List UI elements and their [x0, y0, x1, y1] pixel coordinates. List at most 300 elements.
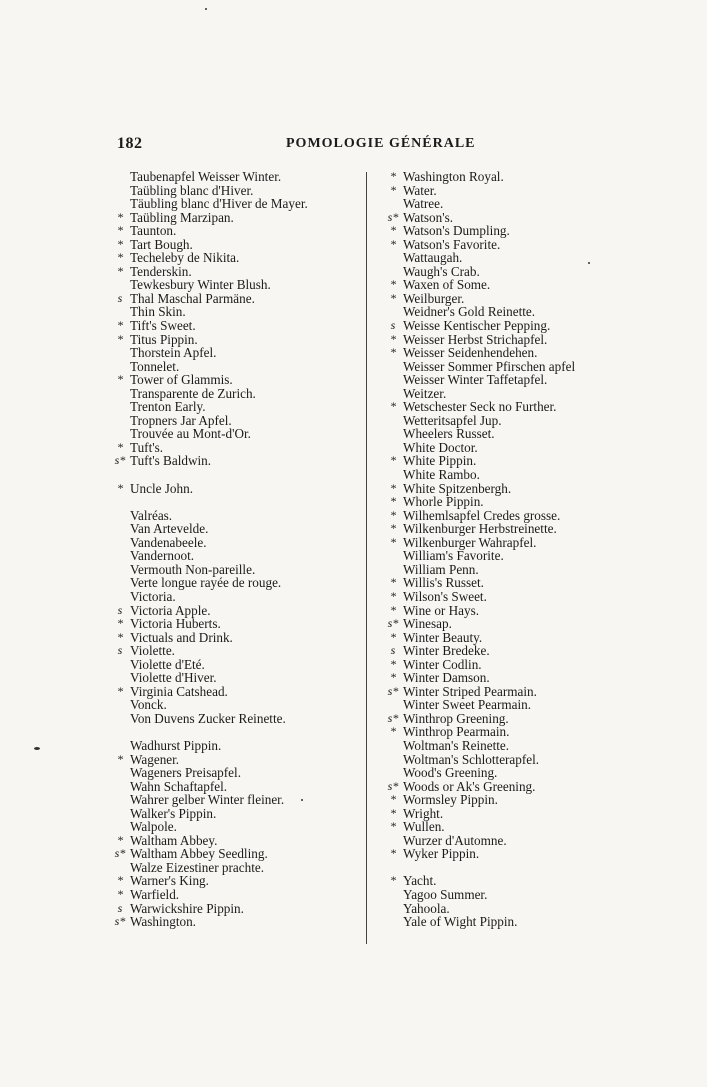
- entry-mark: [383, 563, 403, 577]
- list-item: [383, 441, 623, 455]
- list-item: [383, 265, 623, 279]
- entry-mark: [110, 536, 130, 550]
- entry-name: Taübling Marzipan.: [130, 209, 234, 225]
- list-item: [110, 522, 360, 536]
- list-item: [383, 563, 623, 577]
- list-item: [383, 712, 623, 726]
- entry-mark: [110, 671, 130, 685]
- entry-mark: [110, 509, 130, 523]
- entry-name: Walpole.: [130, 819, 177, 835]
- entry-mark: [110, 346, 130, 360]
- entry-name: Watson's Favorite.: [403, 236, 501, 252]
- entry-mark: s: [117, 602, 123, 617]
- entry-name: Wilson's Sweet.: [403, 588, 487, 604]
- entry-mark: [110, 766, 130, 780]
- list-item: [110, 292, 360, 306]
- entry-mark: [383, 549, 403, 563]
- entry-mark: *: [117, 832, 123, 847]
- entry-mark: [383, 861, 403, 875]
- entry-name: [130, 725, 360, 739]
- entry-mark: [383, 766, 403, 780]
- list-item: [110, 753, 360, 767]
- right-column: [383, 170, 623, 929]
- entry-mark: *: [390, 792, 396, 807]
- entry-name: Tart Bough.: [130, 236, 193, 252]
- list-item: [110, 251, 360, 265]
- list-item: [383, 820, 623, 834]
- entry-mark: [110, 522, 130, 536]
- entry-mark: [110, 658, 130, 672]
- entry-name: Wagener.: [130, 751, 180, 767]
- list-item: [110, 902, 360, 916]
- entry-mark: [110, 184, 130, 198]
- entry-name: Wahn Schaftapfel.: [130, 778, 228, 794]
- list-item: [110, 319, 360, 333]
- list-item: [383, 807, 623, 821]
- entry-mark: [110, 400, 130, 414]
- list-item: [110, 482, 360, 496]
- list-item: [110, 658, 360, 672]
- entry-name: Wageners Preisapfel.: [130, 765, 241, 781]
- entry-mark: [110, 305, 130, 319]
- entry-mark: *: [390, 534, 396, 549]
- entry-mark: [110, 590, 130, 604]
- entry-name: Weisser Seidenhendehen.: [403, 345, 538, 361]
- entry-name: Watson's Dumpling.: [403, 223, 510, 239]
- entry-name: Wilkenburger Herbstreinette.: [403, 521, 557, 537]
- entry-mark: [383, 360, 403, 374]
- entry-mark: [383, 915, 403, 929]
- entry-mark: [110, 427, 130, 441]
- entry-name: Techeleby de Nikita.: [130, 250, 240, 266]
- entry-name: Whorle Pippin.: [403, 494, 484, 510]
- entry-mark: *: [390, 169, 396, 183]
- list-item: [110, 278, 360, 292]
- blank-line: [110, 725, 360, 739]
- entry-name: Waltham Abbey.: [130, 832, 218, 848]
- entry-mark: *: [390, 805, 396, 820]
- entry-mark: [110, 712, 130, 726]
- entry-mark: s*: [114, 846, 126, 861]
- entry-name: Winter Beauty.: [403, 629, 483, 645]
- list-item: [110, 400, 360, 414]
- entry-mark: [110, 495, 130, 509]
- entry-name: Waugh's Crab.: [403, 263, 480, 279]
- entry-mark: *: [117, 616, 123, 631]
- entry-mark: [383, 251, 403, 265]
- entry-name: Täubling blanc d'Hiver de Mayer.: [130, 196, 308, 212]
- entry-name: Weisser Herbst Strichapfel.: [403, 331, 548, 347]
- list-item: [110, 441, 360, 455]
- list-item: [110, 536, 360, 550]
- entry-mark: *: [117, 480, 123, 495]
- list-item: [383, 793, 623, 807]
- entry-mark: s: [390, 318, 396, 333]
- entry-mark: *: [390, 494, 396, 509]
- list-item: [383, 780, 623, 794]
- list-item: [383, 454, 623, 468]
- list-item: [110, 224, 360, 238]
- entry-mark: [110, 360, 130, 374]
- entry-name: Wullen.: [403, 819, 445, 835]
- entry-name: Willis's Russet.: [403, 575, 484, 591]
- entry-name: Thal Maschal Parmäne.: [130, 290, 255, 306]
- list-item: [383, 278, 623, 292]
- entry-mark: *: [390, 873, 396, 888]
- list-item: [383, 888, 623, 902]
- entry-mark: *: [390, 521, 396, 536]
- entry-mark: [383, 197, 403, 211]
- entry-name: Weisser Sommer Pfirschen apfel: [403, 358, 576, 374]
- entry-name: Violette d'Hiver.: [130, 670, 217, 686]
- list-item: [383, 847, 623, 861]
- list-item: [383, 197, 623, 211]
- list-item: [383, 305, 623, 319]
- entry-name: Tower of Glammis.: [130, 372, 233, 388]
- entry-name: Winesap.: [403, 616, 452, 632]
- list-item: [383, 360, 623, 374]
- entry-name: Taunton.: [130, 223, 177, 239]
- list-item: [110, 184, 360, 198]
- entry-name: Victoria.: [130, 588, 176, 604]
- entry-mark: [383, 387, 403, 401]
- entry-name: Transparente de Zurich.: [130, 385, 256, 401]
- list-item: [383, 590, 623, 604]
- entry-mark: [110, 739, 130, 753]
- entry-mark: *: [117, 263, 123, 278]
- list-item: [110, 197, 360, 211]
- entry-name: Thorstein Apfel.: [130, 345, 217, 361]
- list-item: [110, 617, 360, 631]
- entry-mark: [383, 834, 403, 848]
- entry-name: Weisser Winter Taffetapfel.: [403, 372, 548, 388]
- entry-mark: [383, 265, 403, 279]
- entry-mark: s*: [387, 710, 399, 725]
- entry-name: Yale of Wight Pippin.: [403, 914, 518, 930]
- entry-name: Vermouth Non-pareille.: [130, 561, 256, 577]
- entry-mark: [110, 468, 130, 482]
- entry-mark: s*: [114, 453, 126, 468]
- entry-name: Weilburger.: [403, 290, 465, 306]
- entry-mark: *: [390, 588, 396, 603]
- list-item: [383, 739, 623, 753]
- list-item: [110, 712, 360, 726]
- entry-name: William Penn.: [403, 561, 479, 577]
- scan-speck: [205, 8, 207, 10]
- list-item: [110, 861, 360, 875]
- entry-mark: s*: [387, 778, 399, 793]
- entry-mark: *: [390, 277, 396, 292]
- list-item: [110, 346, 360, 360]
- entry-mark: s: [117, 643, 123, 658]
- entry-mark: s: [390, 643, 396, 658]
- list-item: [110, 509, 360, 523]
- list-item: [110, 305, 360, 319]
- entry-mark: [110, 197, 130, 211]
- list-item: [110, 739, 360, 753]
- entry-mark: *: [117, 372, 123, 387]
- entry-name: Wilhemlsapfel Credes grosse.: [403, 507, 561, 523]
- list-item: [110, 265, 360, 279]
- blank-line: [110, 495, 360, 509]
- page-number: 182: [117, 135, 143, 152]
- list-item: [383, 576, 623, 590]
- list-item: [110, 576, 360, 590]
- list-item: [383, 251, 623, 265]
- entry-name: Walze Eizestiner prachte.: [130, 859, 265, 875]
- list-item: [383, 631, 623, 645]
- entry-name: Vandernoot.: [130, 548, 195, 564]
- column-divider: [366, 172, 367, 944]
- entry-name: Yahoola.: [403, 900, 450, 916]
- entry-mark: *: [117, 751, 123, 766]
- list-item: [383, 495, 623, 509]
- list-item: [383, 211, 623, 225]
- entry-mark: [383, 373, 403, 387]
- entry-mark: *: [117, 223, 123, 238]
- list-item: [110, 780, 360, 794]
- entry-name: White Spitzenbergh.: [403, 480, 512, 496]
- entry-mark: [110, 793, 130, 807]
- list-item: [383, 319, 623, 333]
- entry-name: Woods or Ak's Greening.: [403, 778, 536, 794]
- entry-mark: *: [390, 507, 396, 522]
- entry-name: Wahrer gelber Winter fleiner.: [130, 792, 285, 808]
- list-item: [110, 170, 360, 184]
- list-item: [110, 333, 360, 347]
- list-item: [383, 482, 623, 496]
- list-item: [383, 414, 623, 428]
- entry-name: Wadhurst Pippin.: [130, 737, 222, 753]
- list-item: [110, 563, 360, 577]
- entry-mark: *: [117, 250, 123, 265]
- list-item: [110, 387, 360, 401]
- entry-name: Tenderskin.: [130, 263, 192, 279]
- entry-name: Winthrop Pearmain.: [403, 724, 510, 740]
- list-item: [383, 753, 623, 767]
- list-item: [110, 807, 360, 821]
- list-item: [110, 698, 360, 712]
- running-title: POMOLOGIE GÉNÉRALE: [286, 136, 476, 151]
- entry-name: Waxen of Some.: [403, 277, 491, 293]
- entry-name: Washington.: [130, 914, 196, 930]
- entry-name: Watson's.: [403, 209, 454, 225]
- list-item: [110, 820, 360, 834]
- entry-name: Virginia Catshead.: [130, 683, 228, 699]
- entry-name: Thin Skin.: [130, 304, 186, 320]
- list-item: [383, 224, 623, 238]
- entry-name: Uncle John.: [130, 480, 193, 496]
- entry-name: White Rambo.: [403, 467, 480, 483]
- entry-name: Yacht.: [403, 873, 437, 889]
- entry-mark: *: [117, 439, 123, 454]
- list-item: [110, 793, 360, 807]
- list-item: [110, 834, 360, 848]
- list-item: [383, 292, 623, 306]
- list-item: [383, 644, 623, 658]
- list-item: [383, 536, 623, 550]
- list-item: [383, 766, 623, 780]
- entry-mark: *: [390, 399, 396, 414]
- list-item: [383, 238, 623, 252]
- entry-mark: s*: [387, 683, 399, 698]
- entry-mark: s*: [387, 209, 399, 224]
- entry-name: White Doctor.: [403, 439, 478, 455]
- list-item: [383, 549, 623, 563]
- entry-mark: *: [390, 602, 396, 617]
- entry-mark: *: [117, 683, 123, 698]
- entry-mark: *: [390, 182, 396, 197]
- entry-mark: [383, 414, 403, 428]
- entry-name: Wattaugah.: [403, 250, 463, 266]
- list-item: [110, 427, 360, 441]
- entry-name: Wormsley Pippin.: [403, 792, 498, 808]
- list-item: [383, 671, 623, 685]
- entry-mark: *: [390, 656, 396, 671]
- entry-mark: *: [390, 236, 396, 251]
- entry-name: Violette.: [130, 643, 175, 659]
- entry-mark: *: [390, 290, 396, 305]
- entry-mark: [383, 698, 403, 712]
- list-item: [383, 834, 623, 848]
- entry-mark: [110, 563, 130, 577]
- entry-name: Washington Royal.: [403, 169, 504, 184]
- entry-name: Verte longue rayée de rouge.: [130, 575, 282, 591]
- list-item: [383, 400, 623, 414]
- entry-mark: [110, 807, 130, 821]
- list-item: [110, 454, 360, 468]
- entry-name: Yagoo Summer.: [403, 886, 488, 902]
- list-item: [383, 685, 623, 699]
- list-item: [383, 658, 623, 672]
- entry-mark: *: [390, 480, 396, 495]
- entry-mark: [383, 468, 403, 482]
- entry-mark: *: [117, 873, 123, 888]
- entry-mark: *: [390, 724, 396, 739]
- entry-mark: [383, 902, 403, 916]
- list-item: [383, 902, 623, 916]
- list-item: [110, 874, 360, 888]
- entry-mark: [383, 888, 403, 902]
- entry-mark: *: [390, 846, 396, 861]
- blank-line: [383, 861, 623, 875]
- entry-mark: [110, 414, 130, 428]
- entry-mark: *: [390, 345, 396, 360]
- entry-mark: *: [390, 629, 396, 644]
- entry-name: Winthrop Greening.: [403, 710, 509, 726]
- entry-mark: *: [117, 318, 123, 333]
- entry-name: Warfield.: [130, 886, 180, 902]
- entry-mark: [110, 549, 130, 563]
- entry-name: Trenton Early.: [130, 399, 206, 415]
- entry-name: Water.: [403, 182, 437, 198]
- entry-name: William's Favorite.: [403, 548, 504, 564]
- entry-name: White Pippin.: [403, 453, 477, 469]
- entry-mark: s*: [387, 616, 399, 631]
- entry-name: Tuft's.: [130, 439, 164, 455]
- entry-name: Tewkesbury Winter Blush.: [130, 277, 271, 293]
- entry-name: [130, 468, 360, 482]
- entry-mark: [110, 576, 130, 590]
- entry-mark: [383, 305, 403, 319]
- entry-mark: [110, 820, 130, 834]
- list-item: [383, 387, 623, 401]
- entry-name: Warner's King.: [130, 873, 209, 889]
- list-item: [383, 509, 623, 523]
- entry-mark: *: [390, 575, 396, 590]
- entry-name: Weisse Kentischer Pepping.: [403, 318, 551, 334]
- entry-mark: [383, 739, 403, 753]
- entry-mark: [110, 698, 130, 712]
- entry-name: Weitzer.: [403, 385, 447, 401]
- entry-name: Weidner's Gold Reinette.: [403, 304, 536, 320]
- entry-mark: *: [390, 331, 396, 346]
- list-item: [110, 671, 360, 685]
- entry-name: Winter Bredeke.: [403, 643, 490, 659]
- entry-name: Wine or Hays.: [403, 602, 480, 618]
- entry-name: Van Artevelde.: [130, 521, 209, 537]
- list-item: [110, 685, 360, 699]
- list-item: [110, 373, 360, 387]
- list-item: [110, 644, 360, 658]
- entry-name: Titus Pippin.: [130, 331, 198, 347]
- list-item: [110, 549, 360, 563]
- entry-mark: *: [117, 236, 123, 251]
- list-item: [383, 604, 623, 618]
- entry-mark: s: [117, 900, 123, 915]
- list-item: [110, 211, 360, 225]
- entry-mark: *: [390, 819, 396, 834]
- entry-name: Tuft's Baldwin.: [130, 453, 212, 469]
- entry-mark: [110, 387, 130, 401]
- entry-name: Vonck.: [130, 697, 167, 713]
- entry-mark: [383, 441, 403, 455]
- entry-name: Wood's Greening.: [403, 765, 498, 781]
- entry-name: Woltman's Reinette.: [403, 737, 510, 753]
- list-item: [383, 427, 623, 441]
- entry-name: Wetteritsapfel Jup.: [403, 412, 502, 428]
- entry-name: Waltham Abbey Seedling.: [130, 846, 268, 862]
- entry-mark: *: [117, 331, 123, 346]
- list-item: [110, 238, 360, 252]
- entry-name: Victoria Apple.: [130, 602, 211, 618]
- list-item: [383, 333, 623, 347]
- list-item: [110, 414, 360, 428]
- list-item: [110, 631, 360, 645]
- entry-name: Valréas.: [130, 507, 173, 523]
- scan-speck: [301, 799, 303, 801]
- entry-mark: s*: [114, 914, 126, 929]
- entry-mark: *: [117, 209, 123, 224]
- entry-name: Woltman's Schlotterapfel.: [403, 751, 540, 767]
- list-item: [383, 874, 623, 888]
- list-item: [383, 698, 623, 712]
- entry-name: Tift's Sweet.: [130, 318, 196, 334]
- list-item: [110, 847, 360, 861]
- entry-name: Wyker Pippin.: [403, 846, 480, 862]
- entry-name: Taübling blanc d'Hiver.: [130, 182, 254, 198]
- list-item: [383, 915, 623, 929]
- entry-name: Wurzer d'Automne.: [403, 832, 507, 848]
- entry-mark: s: [117, 290, 123, 305]
- entry-mark: [383, 753, 403, 767]
- entry-name: Winter Striped Pearmain.: [403, 683, 537, 699]
- list-item: [110, 590, 360, 604]
- list-item: [383, 184, 623, 198]
- list-item: [110, 888, 360, 902]
- entry-name: Vandenabeele.: [130, 534, 207, 550]
- entry-mark: [110, 170, 130, 184]
